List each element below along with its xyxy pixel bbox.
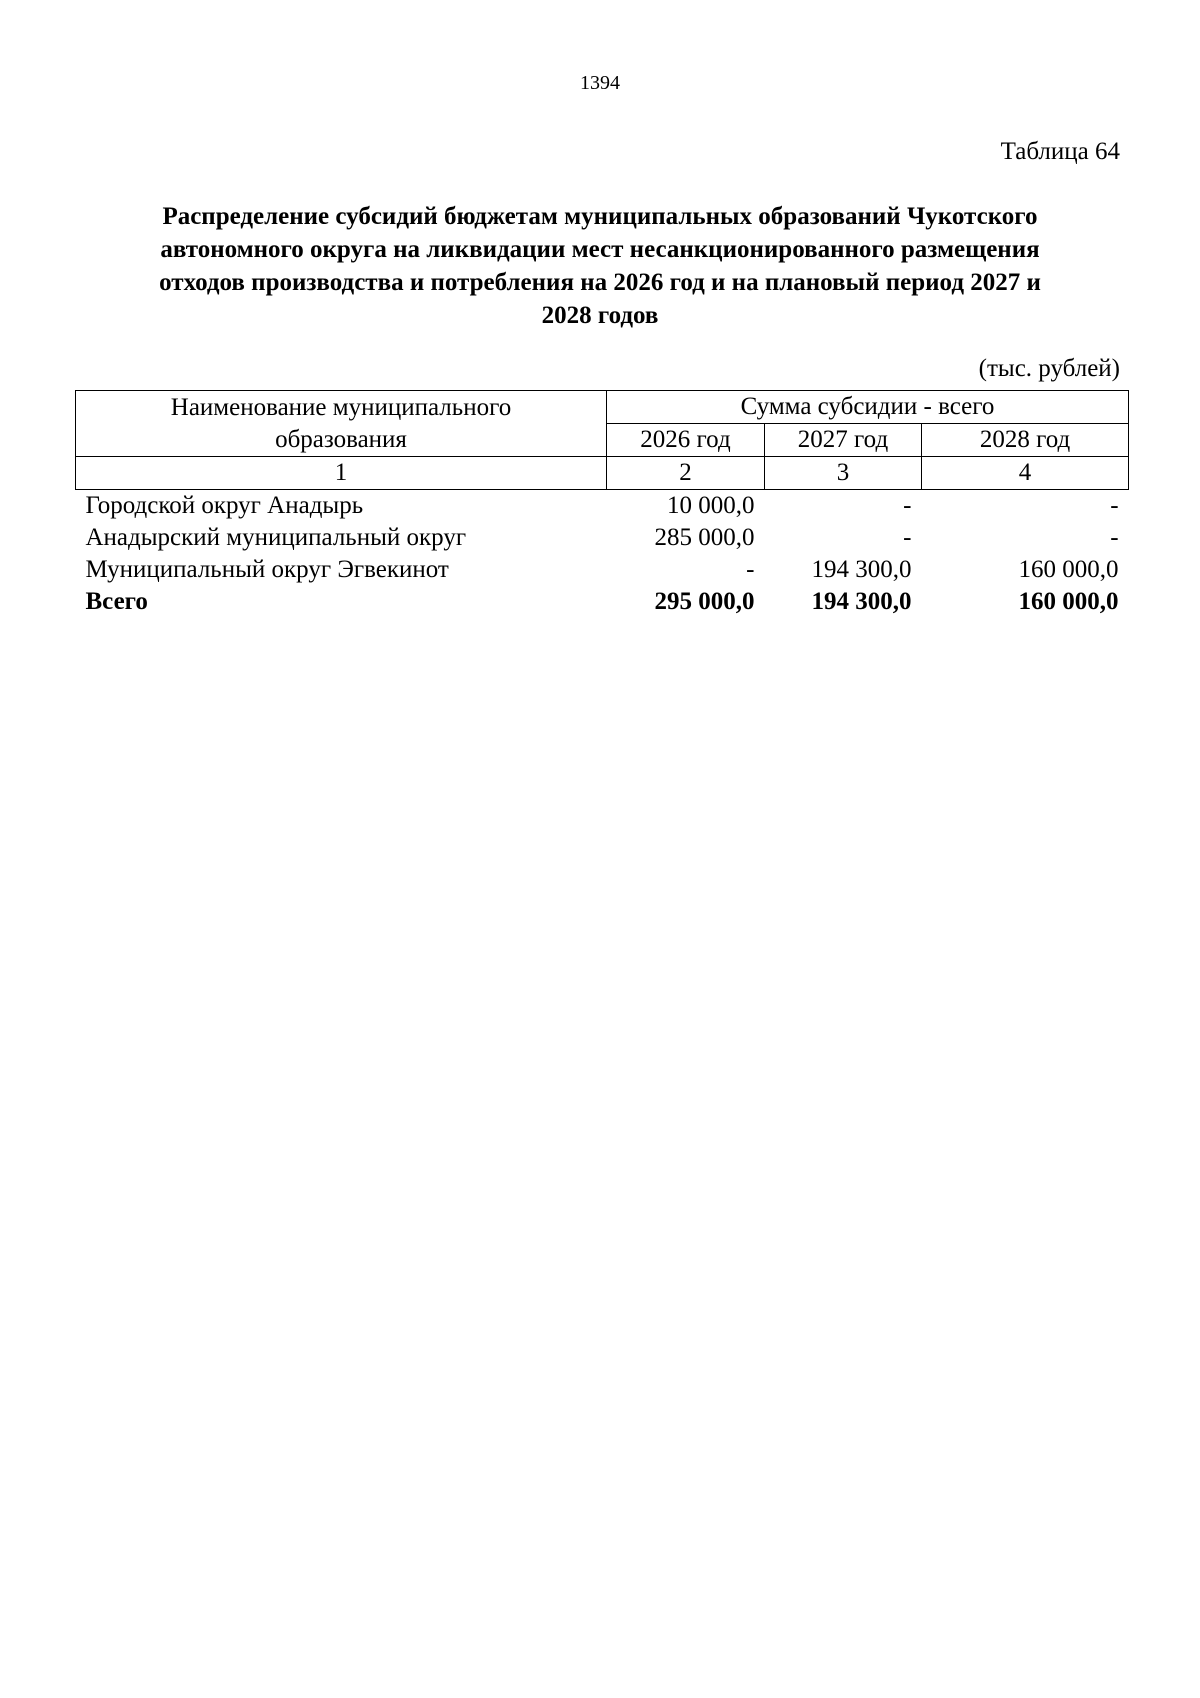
row-municipality: Анадырский муниципальный округ: [85, 524, 467, 551]
column-number: 3: [765, 457, 922, 490]
header-name-line: образования: [275, 425, 407, 453]
table-label: Таблица 64: [1000, 138, 1120, 165]
title-line: Распределение субсидий бюджетам муниципальных образований Чукотского: [162, 203, 1038, 230]
row-value-2026: 10 000,0: [667, 492, 755, 519]
table-row: [76, 522, 1129, 554]
header-year-2026: 2026 год: [607, 424, 765, 457]
subsidy-table: [75, 390, 1129, 618]
header-municipality-name: [76, 391, 607, 457]
row-value-2026: -: [746, 556, 755, 583]
table-column-numbers-row: [76, 457, 1129, 490]
table-row: [76, 490, 1129, 523]
total-value-2027: 194 300,0: [811, 588, 912, 615]
page-number: 1394: [580, 72, 620, 94]
column-number: 4: [922, 457, 1129, 490]
header-year-2027: 2027 год: [765, 424, 922, 457]
row-value-2028: -: [1110, 524, 1119, 551]
row-municipality: Городской округ Анадырь: [85, 492, 364, 519]
title-line: автономного округа на ликвидации мест несанкционированного размещения: [160, 236, 1040, 263]
row-value-2028: -: [1110, 492, 1119, 519]
table-row: [76, 554, 1129, 586]
header-subsidy-total: Сумма субсидии - всего: [607, 391, 1129, 424]
title-line: отходов производства и потребления на 2026 год и на плановый период 2027 и: [159, 269, 1041, 296]
row-value-2027: -: [903, 492, 912, 519]
table-header-row: [76, 391, 1129, 424]
header-year-2028: 2028 год: [922, 424, 1129, 457]
title-line: 2028 годов: [541, 302, 659, 329]
document-title: [80, 200, 1120, 332]
column-number: 2: [607, 457, 765, 490]
total-value-2026: 295 000,0: [654, 588, 755, 615]
total-value-2028: 160 000,0: [1018, 588, 1119, 615]
header-name-line: Наименование муниципального: [170, 393, 512, 421]
row-value-2027: 194 300,0: [811, 556, 912, 583]
row-value-2026: 285 000,0: [654, 524, 755, 551]
row-municipality: Муниципальный округ Эгвекинот: [85, 556, 449, 583]
units-note: (тыс. рублей): [978, 355, 1120, 382]
table-total-row: [76, 586, 1129, 618]
row-value-2028: 160 000,0: [1018, 556, 1119, 583]
column-number: 1: [76, 457, 607, 490]
total-label: Всего: [85, 588, 148, 615]
row-value-2027: -: [903, 524, 912, 551]
